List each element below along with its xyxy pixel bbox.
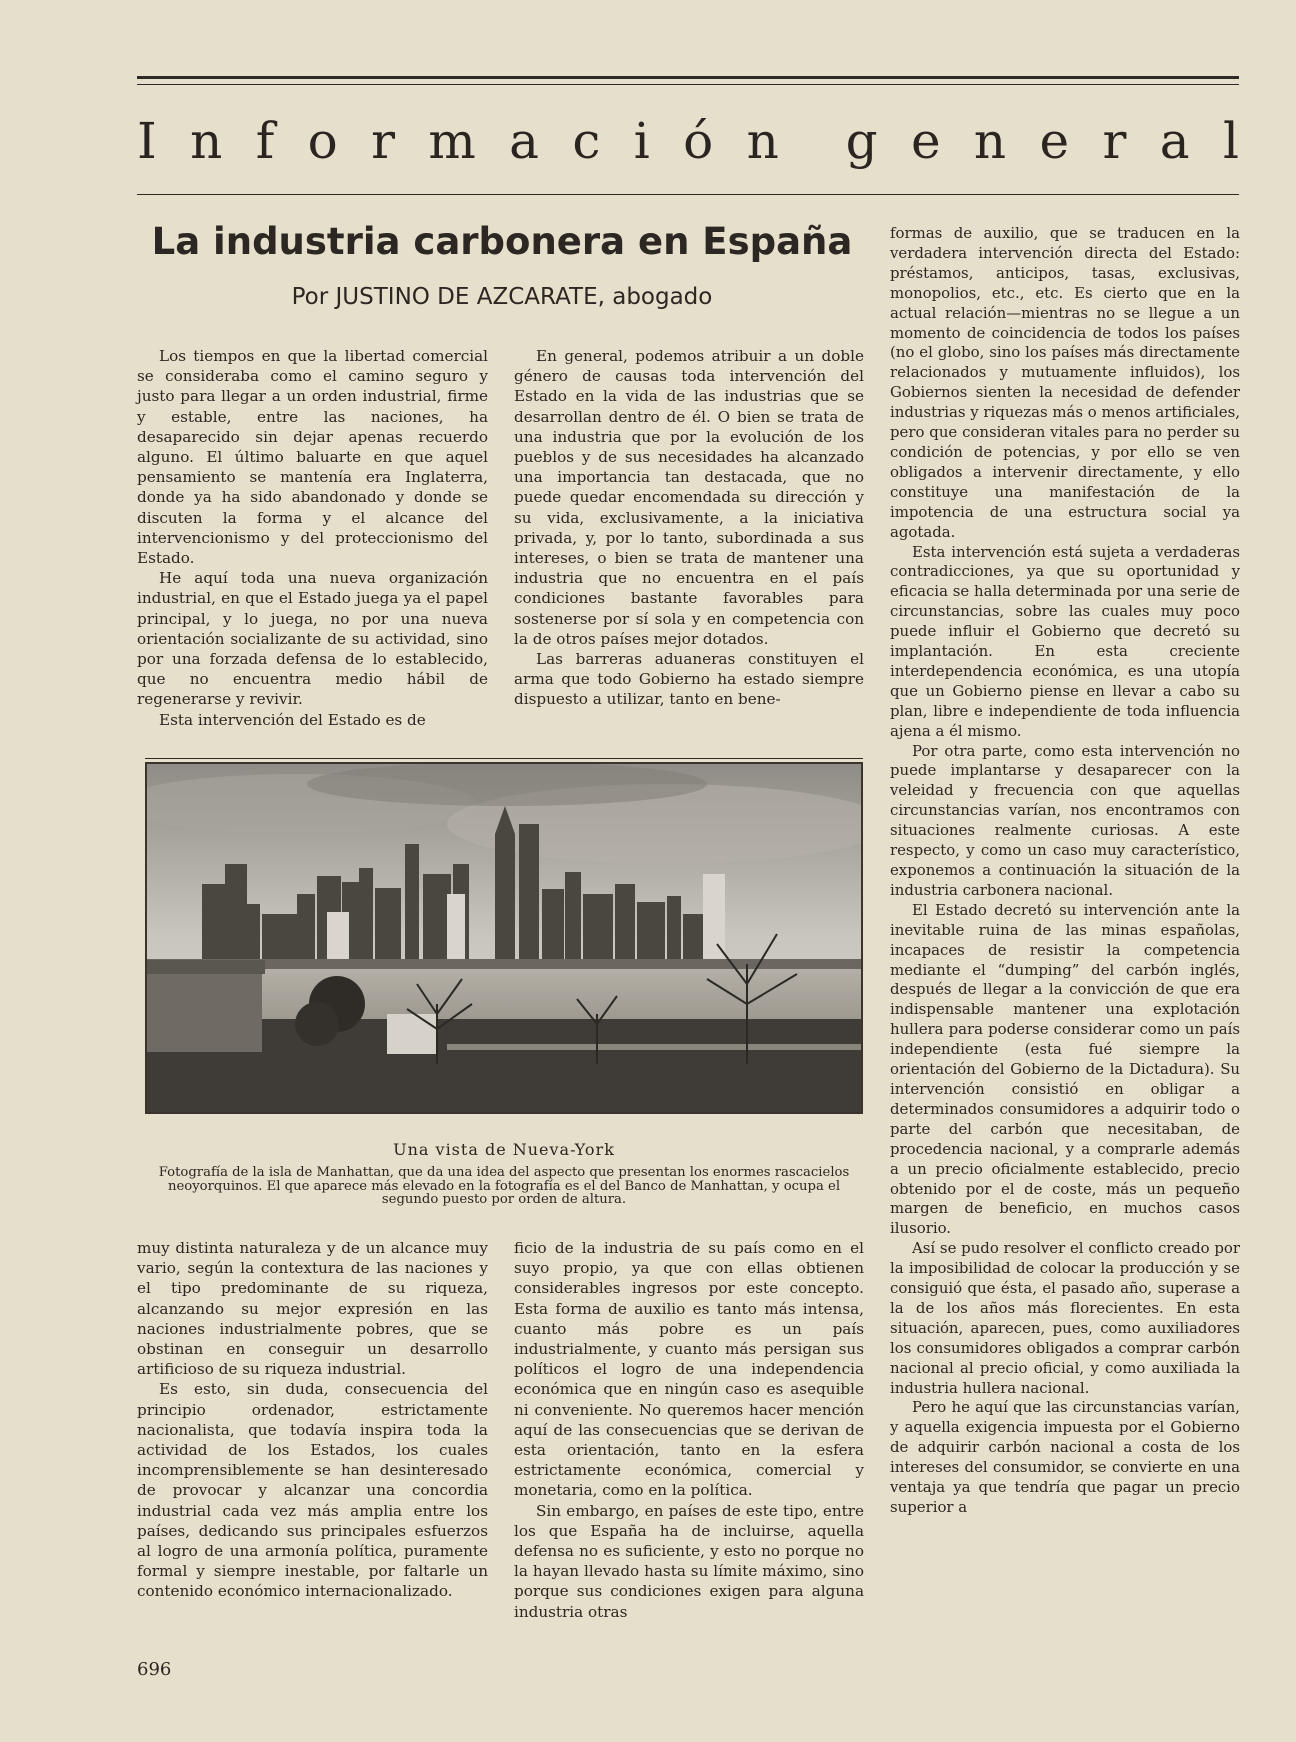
column-lower-middle (514, 1238, 864, 1622)
paragraph: He aquí toda una nueva organización industrial, en que el Estado juega ya el papel principal, y lo juega, no por una nueva orientación socializante de su actividad, sino por una forzada defensa de lo establecido, que no encuentra medio hábil de regenerarse y revivir. (137, 569, 488, 709)
paragraph: Por otra parte, como esta intervención no puede implantarse y desaparecer con la veleidad y frecuencia con que aquellas circunstancias varían, nos encontramos con situaciones realmente curiosas. A este respecto, y como un caso muy característico, exponemos a continuación la situación de la industria carbonera nacional. (890, 741, 1240, 899)
heading-letter: I (137, 112, 157, 170)
paragraph: El Estado decretó su intervención ante la inevitable ruina de las minas españolas, incapaces de resistir la competencia mediante el “dumping” del carbón inglés, después de llegar a la convicción de que era indispensable mantener una explotación hullera para poderse considerar como un país independiente (esta fué siempre la orientación del Gobierno de la Dictadura). Su intervención consistió en obligar a determinados consumidores a adquirir todo o parte del carbón que necesitaban, de procedencia nacional, y a comprarle además a un precio oficialmente establecido, precio obtenido por el de coste, más un pequeño margen de beneficio, en muchos casos ilusorio. (890, 900, 1240, 1238)
paragraph: Es esto, sin duda, consecuencia del principio ordenador, estrictamente nacionalista, que todavía inspira toda la actividad de los Estados, los cuales incomprensiblemente se han desinteresado de provocar y alcanzar una concordia industrial cada vez más amplia entre los países, dedicando sus principales esfuerzos al logro de una armonía política, puramente formal y siempre inestable, por faltarle un contenido económico internacionalizado. (137, 1380, 488, 1601)
heading-letter: e (1039, 112, 1070, 170)
paragraph: Las barreras aduaneras constituyen el arma que todo Gobierno ha estado siempre dispuesto a utilizar, tanto en bene- (514, 650, 864, 709)
paragraph: muy distinta naturaleza y de un alcance muy vario, según la contextura de las naciones y el tipo predominante de su riqueza, alcanzando su mejor expresión en las naciones industrialmente pobres, que se obstinan en conseguir un desarrollo artificioso de su riqueza industrial. (137, 1239, 488, 1379)
heading-letter: i (633, 112, 650, 170)
photo-top-rule (145, 758, 863, 759)
heading-letter: f (255, 112, 275, 170)
heading-letter: c (572, 112, 601, 170)
heading-letter: m (428, 112, 476, 170)
heading-letter: n (973, 112, 1007, 170)
heading-letter: n (190, 112, 223, 170)
section-heading (137, 112, 1239, 170)
paragraph: Así se pudo resolver el conflicto creado por la imposibilidad de colocar la producción y se consiguió que ésta, el pasado año, superase a la de los años más florecientes. En esta situación, aparecen, pues, como auxiliadores los consumidores obligados a comprar carbón nacional al precio oficial, y como auxiliada la industria hullera nacional. (890, 1239, 1240, 1397)
paragraph: Pero he aquí que las circunstancias varían, y aquella exigencia impuesta por el Gobierno de adquirir carbón nacional a costa de los intereses del consumidor, se convierte en una ventaja ya que tendría que pagar un precio superior a (890, 1398, 1240, 1516)
skyline-illustration (147, 764, 861, 1112)
paragraph: En general, podemos atribuir a un doble género de causas toda intervención del Estado en la vida de las industrias que se desarrollan dentro de él. O bien se trata de una industria que por la evolución de los pueblos y de sus necesidades ha alcanzado una importancia tan destacada, que no puede quedar encomendada su dirección y su vida, exclusivamente, a la iniciativa privada, y, por lo tanto, subordinada a sus intereses, o bien se trata de mantener una industria que no encuentra en el país condiciones bastante favorables para sostenerse por sí sola y en competencia con la de otros países mejor dotados. (514, 347, 864, 648)
heading-letter: r (1102, 112, 1127, 170)
top-rule-thin (137, 84, 1239, 85)
column-upper-left (137, 346, 488, 730)
paragraph: Los tiempos en que la libertad comercial se consideraba como el camino seguro y justo para llegar a un orden industrial, firme y estable, entre las naciones, ha desaparecido sin dejar apenas recuerdo alguno. El último baluarte en que aquel pensamiento se mantenía era Inglaterra, donde ya ha sido abandonado y donde se discuten la forma y el alcance del intervencionismo y del proteccionismo del Estado. (137, 347, 488, 568)
heading-letter: n (746, 112, 779, 170)
article-byline: Por JUSTINO DE AZCARATE, abogado (291, 284, 713, 310)
column-lower-left (137, 1238, 488, 1602)
article-title: La industria carbonera en España (151, 220, 853, 263)
column-right (890, 224, 1240, 1518)
page-number: 696 (137, 1659, 172, 1680)
paragraph: Sin embargo, en países de este tipo, entre los que España ha de incluirse, aquella defensa no es suficiente, y esto no porque no la hayan llevado hasta su límite máximo, sino porque sus condiciones exigen para alguna industria otras (514, 1501, 864, 1621)
top-rule-thick (137, 76, 1239, 79)
manhattan-skyline-photo (145, 762, 863, 1114)
paragraph: Esta intervención del Estado es de (159, 710, 426, 729)
paragraph: Esta intervención está sujeta a verdaderas contradicciones, ya que su oportunidad y eficacia se halla determinada por una serie de circunstancias, sobre las cuales muy poco puede influir el Gobierno que decretó su implantación. En esta creciente interdependencia económica, es una utopía que un Gobierno piense en llevar a cabo su plan, libre e independiente de toda influencia ajena a él mismo. (890, 542, 1240, 740)
figure-title: Una vista de Nueva-York (393, 1140, 615, 1159)
paragraph: formas de auxilio, que se traducen en la verdadera intervención directa del Estado: préstamos, anticipos, tasas, exclusivas, monopolios, etc., etc. Es cierto que en la actual relación—mientras no se llegue a un momento de coincidencia de todos los países (no el globo, sino los países más directamente relacionados y mutuamente influidos), los Gobiernos sienten la necesidad de defender industrias y riquezas más o menos artificiales, pero que consideran vitales para no perder su condición de potencias, y por ello se ven obligados a intervenir directamente, y ello constituye una manifestación de la impotencia de una estructura social ya agotada. (890, 224, 1240, 541)
heading-letter: g (845, 112, 878, 170)
paragraph: ficio de la industria de su país como en el suyo propio, ya que con ellas obtienen considerables ingresos por este concepto. Esta forma de auxilio es tanto más intensa, cuanto más pobre es un país industrialmente, y cuanto más persigan sus políticos el logro de una independencia económica que en ningún caso es asequible ni conveniente. No queremos hacer mención aquí de las consecuencias que se derivan de esta orientación, tanto en la esfera estrictamente económica, comercial y monetaria, como en la política. (514, 1239, 864, 1500)
heading-rule (137, 194, 1239, 195)
heading-letter: a (509, 112, 539, 170)
heading-letter: r (371, 112, 395, 170)
heading-letter: a (1159, 112, 1190, 170)
heading-letter: ó (683, 112, 714, 170)
column-upper-middle (514, 346, 864, 710)
heading-letter: o (307, 112, 338, 170)
heading-letter: l (1222, 112, 1239, 170)
figure-caption: Fotografía de la isla de Manhattan, que da una idea del aspecto que presentan los enormes rascacielos neoyorquinos. El que aparece más elevado en la fotografía es el del Banco de Manhattan, y ocupa el segundo puesto por orden de altura. (158, 1165, 850, 1208)
heading-letter: e (910, 112, 941, 170)
